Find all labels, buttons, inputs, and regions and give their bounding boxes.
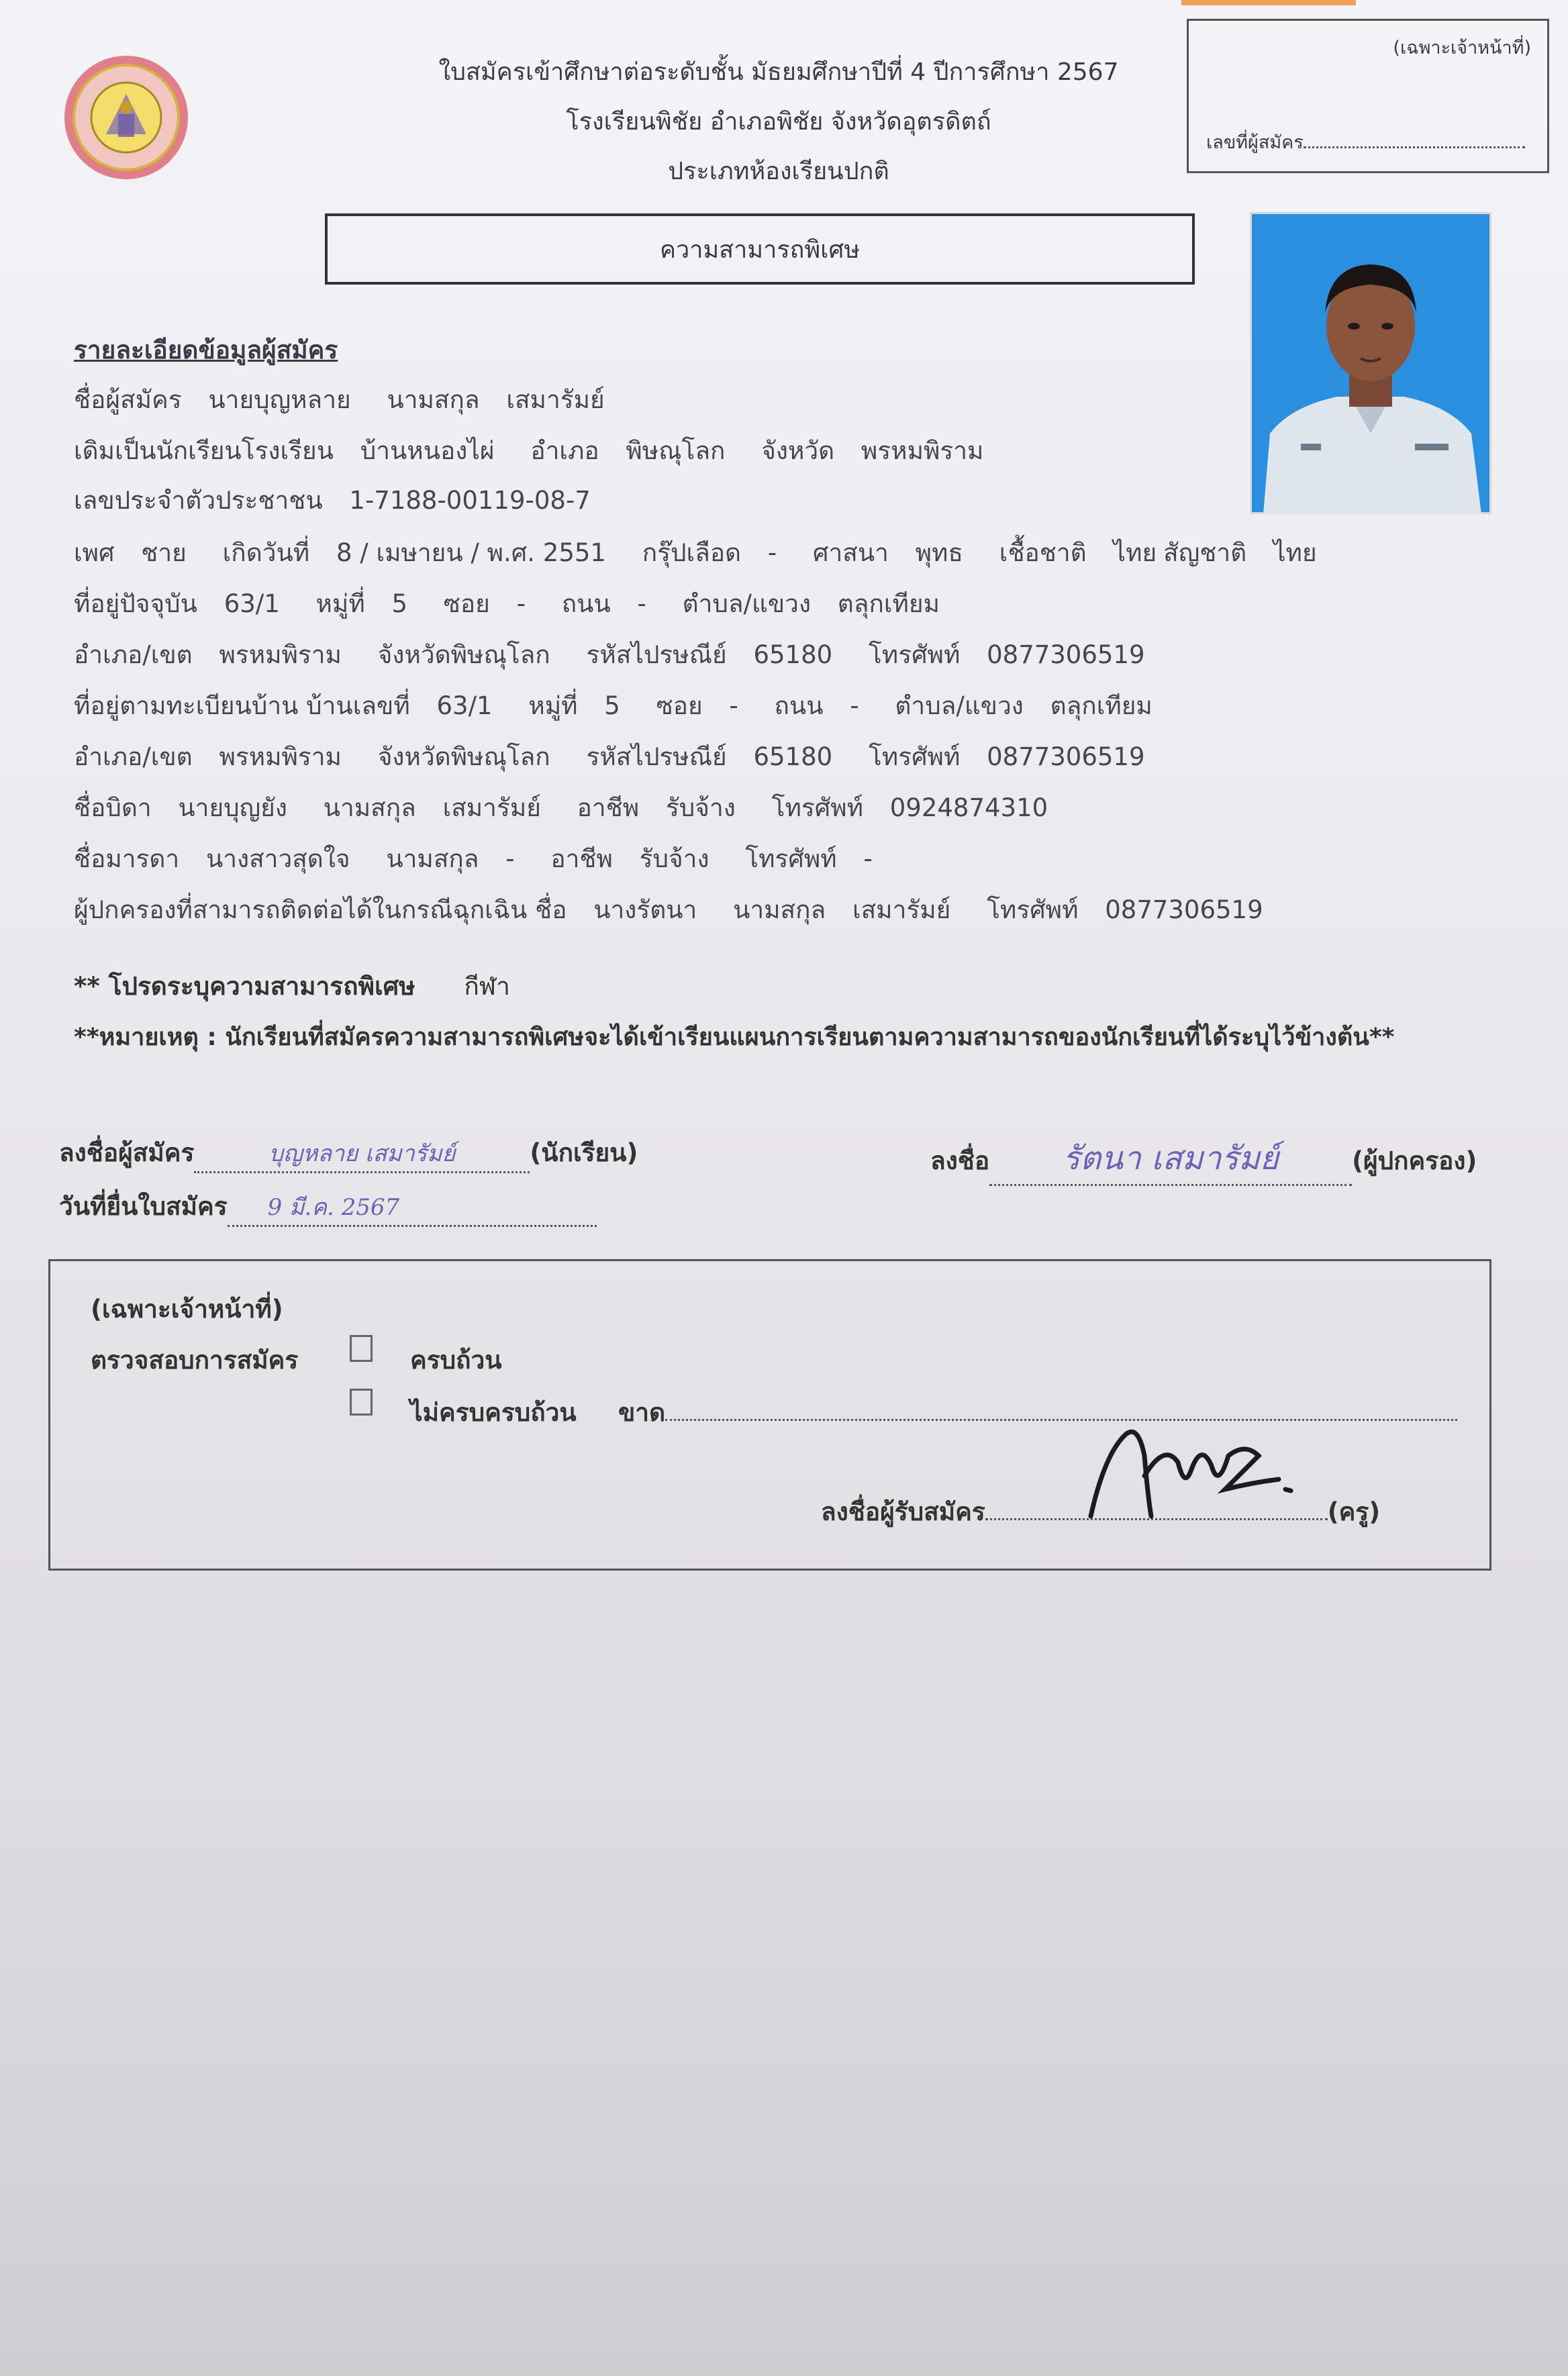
applicant-surname: เสมารัมย์	[506, 385, 605, 414]
mother-occupation: รับจ้าง	[639, 844, 709, 873]
guardian-signature: รัตนา เสมารัมย์	[1063, 1140, 1279, 1177]
current-province: จังหวัดพิษณุโลก	[377, 640, 550, 669]
school-line: โรงเรียนพิชัย อำเภอพิชัย จังหวัดอุตรดิตถ์	[566, 108, 991, 136]
receiver-signature-scribble	[1077, 1416, 1319, 1530]
previous-province: พรหมพิราม	[861, 436, 984, 465]
registered-address-row-2: อำเภอ/เขต พรหมพิราม จังหวัดพิษณุโลก รหัสไปรษณีย์ 65180 โทรศัพท์ 0877306519	[74, 742, 1145, 771]
talent-value: กีฬา	[464, 972, 510, 1001]
missing-field[interactable]: ขาด	[618, 1393, 1457, 1432]
applicant-photo	[1250, 212, 1491, 514]
race: ไทย	[1113, 538, 1157, 567]
father-phone: 0924874310	[889, 793, 1048, 822]
submission-date: 9 มี.ค. 2567	[267, 1194, 400, 1221]
applicant-name-row: ชื่อผู้สมัคร นายบุญหลาย นามสกุล เสมารัมย์	[74, 385, 605, 414]
nationality: ไทย	[1273, 538, 1317, 567]
father-row: ชื่อบิดา นายบุญยัง นามสกุล เสมารัมย์ อาชีพ รับจ้าง โทรศัพท์ 0924874310	[74, 793, 1048, 822]
section-title-row	[74, 330, 338, 370]
guardian-signature-field[interactable]: ลงชื่อ รัตนา เสมารัมย์ (ผู้ปกครอง)	[930, 1133, 1477, 1186]
guardian-row: ผู้ปกครองที่สามารถติดต่อได้ในกรณีฉุกเฉิน ชื่อ นางรัตนา นามสกุล เสมารัมย์ โทรศัพท์ 0877306519	[74, 895, 1263, 924]
staff-use-label: (เฉพาะเจ้าหน้าที่)	[91, 1295, 283, 1324]
current-phone: 0877306519	[987, 640, 1145, 669]
orange-edge-strip	[1181, 0, 1356, 5]
verification-label: ตรวจสอบการสมัคร	[91, 1346, 299, 1375]
father-surname: เสมารัมย์	[442, 793, 541, 822]
current-soi: -	[516, 589, 526, 618]
religion: พุทธ	[915, 538, 964, 567]
registered-moo: 5	[604, 691, 620, 720]
previous-school: บ้านหนองไผ่	[360, 436, 495, 465]
category-title: ความสามารถพิเศษ	[659, 236, 861, 264]
registered-soi: -	[729, 691, 738, 720]
applicant-signature: บุญหลาย เสมารัมย์	[268, 1140, 456, 1167]
registered-road: -	[850, 691, 859, 720]
current-moo: 5	[391, 589, 408, 618]
office-use-label: (เฉพาะเจ้าหน้าที่)	[1393, 38, 1531, 58]
previous-school-row: เดิมเป็นนักเรียนโรงเรียน บ้านหนองไผ่ อำเภอ พิษณุโลก จังหวัด พรหมพิราม	[74, 436, 984, 465]
previous-district: พิษณุโลก	[626, 436, 726, 465]
national-id: 1-7188-00119-08-7	[349, 486, 591, 515]
current-postal-code: 65180	[753, 640, 833, 669]
applicant-number-label: เลขที่ผู้สมัคร	[1206, 132, 1304, 153]
national-id-row: เลขประจำตัวประชาชน 1-7188-00119-08-7	[74, 486, 591, 515]
category-title-box	[325, 213, 1195, 285]
current-amphoe: พรหมพิราม	[219, 640, 342, 669]
sex: ชาย	[141, 538, 187, 567]
complete-label: ครบถ้วน	[410, 1346, 502, 1375]
school-emblem-logo	[59, 54, 193, 181]
submission-date-field[interactable]: วันที่ยื่นใบสมัคร 9 มี.ค. 2567	[59, 1187, 597, 1227]
birth-date: 8 / เมษายน / พ.ศ. 2551	[336, 538, 606, 567]
current-house-no: 63/1	[224, 589, 280, 618]
applicant-signature-field[interactable]: ลงชื่อผู้สมัคร บุญหลาย เสมารัมย์ (นักเรียน)	[59, 1133, 638, 1173]
current-subdistrict: ตลุกเทียม	[837, 589, 940, 618]
registered-subdistrict: ตลุกเทียม	[1050, 691, 1153, 720]
current-address-row: ที่อยู่ปัจจุบัน 63/1 หมู่ที่ 5 ซอย - ถนน - ตำบล/แขวง ตลุกเทียม	[74, 589, 940, 618]
complete-checkbox[interactable]	[350, 1335, 373, 1362]
guardian-name: นางรัตนา	[593, 895, 697, 924]
mother-phone: -	[863, 844, 873, 873]
mother-row: ชื่อมารดา นางสาวสุดใจ นามสกุล - อาชีพ รับจ้าง โทรศัพท์ -	[74, 844, 873, 873]
registered-address-row: ที่อยู่ตามทะเบียนบ้าน บ้านเลขที่ 63/1 หมู่ที่ 5 ซอย - ถนน - ตำบล/แขวง ตลุกเทียม	[74, 691, 1153, 720]
registered-house-no: 63/1	[436, 691, 493, 720]
current-road: -	[637, 589, 646, 618]
talent-note: **หมายเหตุ : นักเรียนที่สมัครความสามารถพิเศษจะได้เข้าเรียนแผนการเรียนตามความสามารถของนักเรียนที่ได้ระบุไว้ข้างต้น**	[74, 1024, 1395, 1051]
receiver-signature-field[interactable]: ลงชื่อผู้รับสมัคร (ครู)	[821, 1497, 1381, 1526]
talent-label: ** โปรดระบุความสามารถพิเศษ	[74, 972, 415, 1001]
guardian-phone: 0877306519	[1105, 895, 1263, 924]
staff-verification-box	[48, 1259, 1491, 1571]
registered-province: จังหวัดพิษณุโลก	[377, 742, 550, 771]
registered-phone: 0877306519	[987, 742, 1145, 771]
applicant-first-name: นายบุญหลาย	[208, 385, 351, 414]
blood-group: -	[767, 538, 777, 567]
talent-row	[74, 967, 510, 1006]
applicant-details-title: รายละเอียดข้อมูลผู้สมัคร	[74, 336, 338, 364]
mother-surname: -	[505, 844, 515, 873]
registered-amphoe: พรหมพิราม	[219, 742, 342, 771]
incomplete-checkbox[interactable]	[350, 1389, 373, 1416]
father-occupation: รับจ้าง	[665, 793, 736, 822]
guardian-surname: เสมารัมย์	[852, 895, 951, 924]
registered-postal-code: 65180	[753, 742, 833, 771]
mother-name: นางสาวสุดใจ	[205, 844, 350, 873]
father-name: นายบุญยัง	[178, 793, 287, 822]
incomplete-label: ไม่ครบครบถ้วน	[410, 1398, 577, 1427]
personal-info-row: เพศ ชาย เกิดวันที่ 8 / เมษายน / พ.ศ. 2551 กรุ๊ปเลือด - ศาสนา พุทธ เชื้อชาติ ไทย สัญชาติ ไทย	[74, 538, 1317, 567]
form-heading: ใบสมัครเข้าศึกษาต่อระดับชั้น มัธยมศึกษาปีที่ 4 ปีการศึกษา 2567	[438, 58, 1119, 86]
classroom-type: ประเภทห้องเรียนปกติ	[668, 158, 889, 185]
office-use-box	[1187, 19, 1549, 173]
applicant-number-field[interactable]	[1206, 128, 1525, 156]
current-address-row-2: อำเภอ/เขต พรหมพิราม จังหวัดพิษณุโลก รหัสไปรษณีย์ 65180 โทรศัพท์ 0877306519	[74, 640, 1145, 669]
